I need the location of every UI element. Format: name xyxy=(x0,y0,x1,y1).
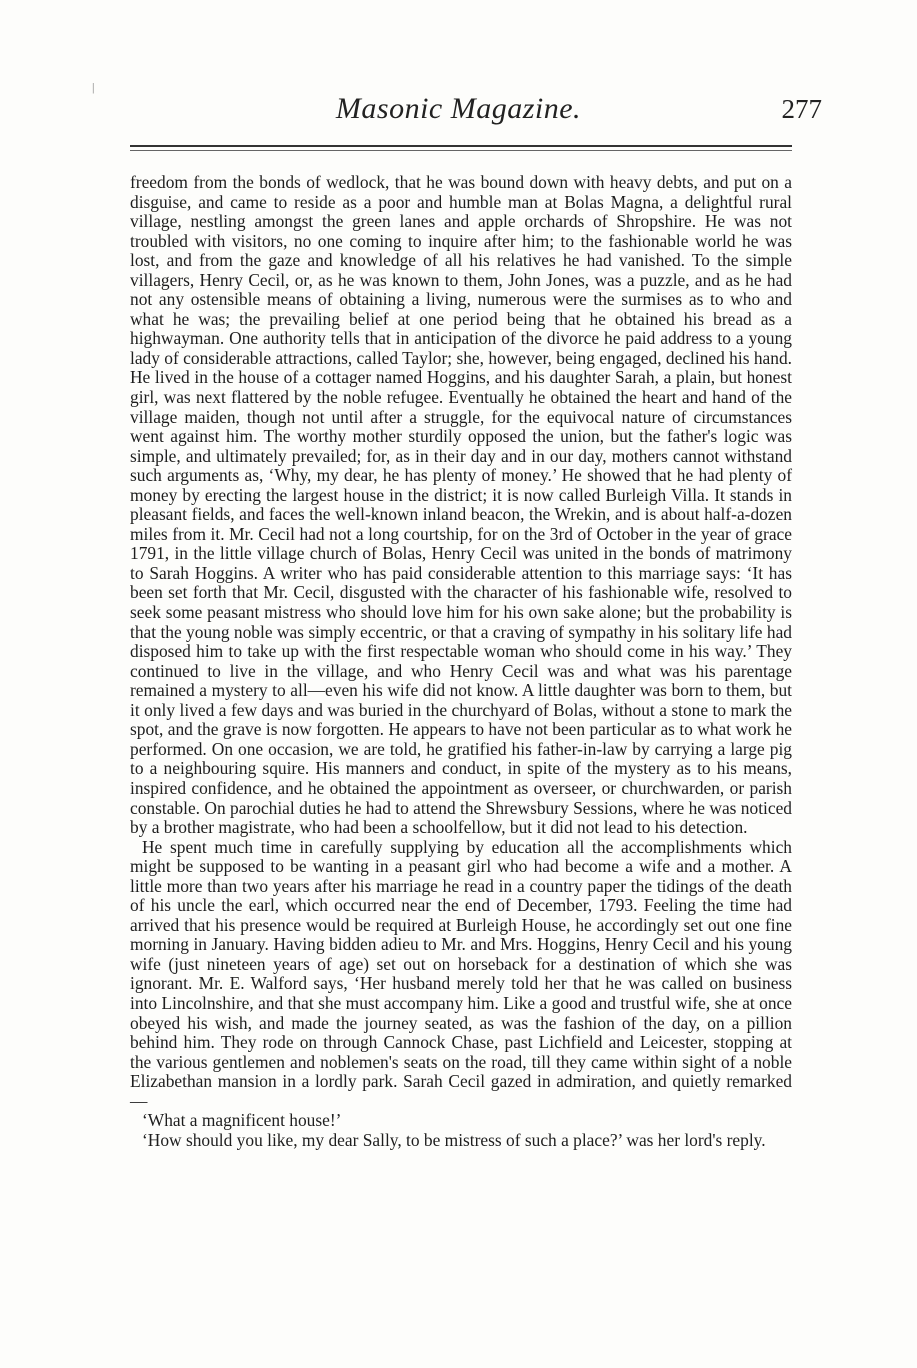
paragraph: ‘What a magnificent house!’ xyxy=(142,1110,342,1131)
margin-speck: | xyxy=(92,80,95,94)
paragraph: He spent much time in carefully supplying by education all the accomplishments which might be supposed to be wanting in a peasant girl who had become a wife and a mother. A little more than two years after his marriage he read in a country paper the tidings of the death of his uncle the earl, which occurred near the end of December, 1793. Feeling the time had arrived that his presence would be required at Burleigh House, he accordingly set out one fine morning in January. Having bidden adieu to Mr. and Mrs. Hoggins, Henry Cecil and his young wife (just nineteen years of age) set out on horseback for a destination of which she was ignorant. Mr. E. Walford says, ‘Her husband merely told her that he was called on business into Lincolnshire, and that she must accompany him. Like a good and trustful wife, she at once obeyed his wish, and made the journey seated, as was the fashion of the day, on a pillion behind him. They rode on through Cannock Chase, past Lichfield and Leicester, stopping at the various gentlemen and noblemen's seats on the road, till they came within sight of a noble Elizabethan mansion in a lordly park. Sarah Cecil gazed in admiration, and quietly remarked— xyxy=(130,836,792,1111)
paragraph: freedom from the bonds of wedlock, that he was bound down with heavy debts, and put on a disguise, and came to reside as a poor and humble man at Bolas Magna, a delightful rural village, nestling amongst the green lanes and apple orchards of Shropshire. He was not troubled with visitors, no one coming to inquire after him; to the fashionable world he was lost, and from the gaze and knowledge of all his relatives he had vanished. To the simple villagers, Henry Cecil, or, as he was known to them, John Jones, was a puzzle, and as he had not any ostensible means of obtaining a living, numerous were the surmises as to who and what he was; the prevailing belief at one period being that he obtained his bread as a highwayman. One authority tells that in anticipation of the divorce he paid address to a young lady of considerable attractions, called Taylor; she, however, being engaged, declined his hand. He lived in the house of a cottager named Hoggins, and his daughter Sarah, a plain, but honest girl, was next flattered by the noble refugee. Eventually he obtained the heart and hand of the village maiden, though not until after a struggle, for the equivocal nature of circumstances went against him. The worthy mother sturdily opposed the union, but the father's logic was simple, and ultimately prevailed; for, as in their day and in our day, mothers cannot withstand such arguments as, ‘Why, my dear, he has plenty of money.’ He showed that he had plenty of money by erecting the largest house in the district; it is now called Burleigh Villa. It stands in pleasant fields, and faces the well-known inland beacon, the Wrekin, and is about half-a-dozen miles from it. Mr. Cecil had not a long courtship, for on the 3rd of October in the year of grace 1791, in the little village church of Bolas, Henry Cecil was united in the bonds of matrimony to Sarah Hoggins. A writer who has paid considerable attention to this marriage says: ‘It has been set forth that Mr. Cecil, disgusted with the character of his fashionable wife, resolved to seek some peasant mistress who should love him for his own sake alone; but the probability is that the young noble was simply eccentric, or that a craving of sympathy in his solitary life had disposed him to take up with the first respectable woman who should come in his way.’ They continued to live in the village, and who Henry Cecil was and what was his parentage remained a mystery to all—even his wife did not know. A little daughter was born to them, but it only lived a few days and was buried in the churchyard of Bolas, without a stone to mark the spot, and the grave is now forgotten. He appears to have not been particular as to what work he performed. On one occasion, we are told, he gratified his father-in-law by carrying a large pig to a neighbouring squire. His manners and conduct, in spite of the mystery as to his means, inspired confidence, and he obtained the appointment as overseer, or churchwarden, or parish constable. On parochial duties he had to attend the Shrewsbury Sessions, where he was noticed by a brother magistrate, who had been a schoolfellow, but it did not lead to his detection. xyxy=(130,172,792,838)
header-rule-thin xyxy=(130,150,792,151)
running-title: Masonic Magazine. xyxy=(335,92,582,125)
article-body xyxy=(130,173,792,1150)
paragraph: ‘How should you like, my dear Sally, to be mistress of such a place?’ was her lord's reply. xyxy=(142,1129,766,1150)
header-rule xyxy=(130,145,792,147)
page-number: 277 xyxy=(781,94,822,124)
